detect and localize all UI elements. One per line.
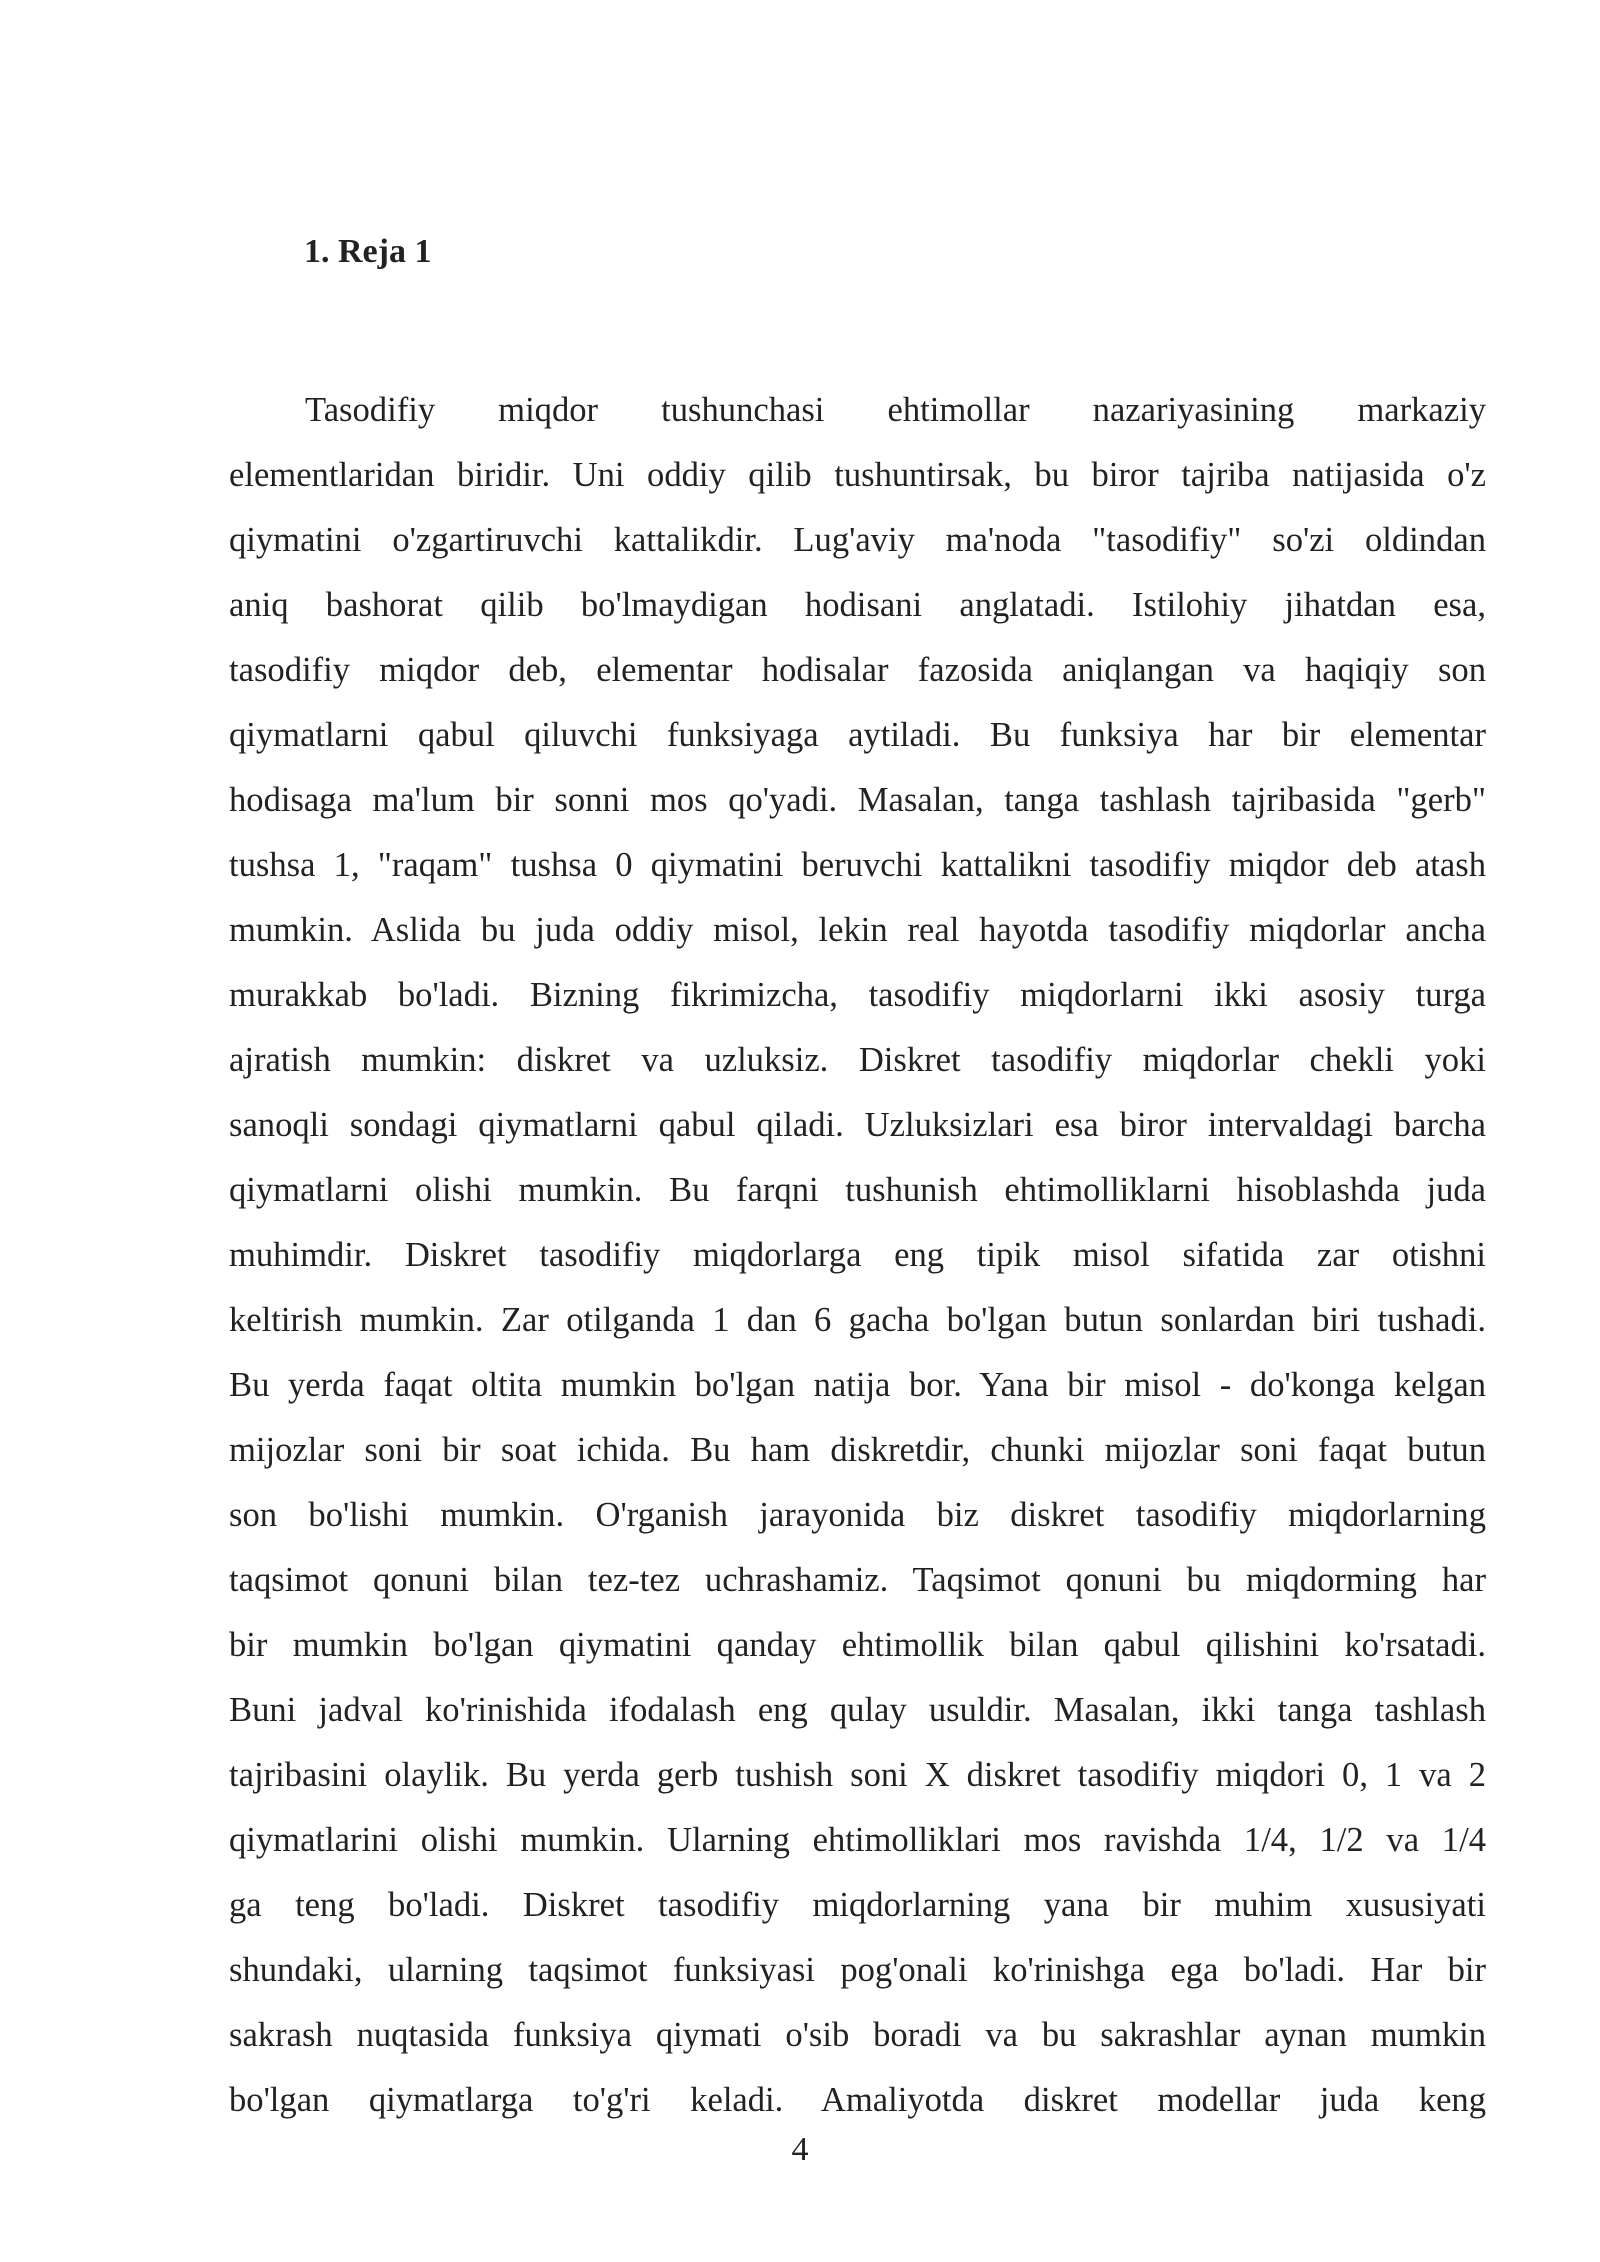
text-line: keltirish mumkin. Zar otilganda 1 dan 6 gacha bo'lgan butun sonlardan biri tushadi. <box>229 1301 1486 1339</box>
text-line: elementlaridan biridir. Uni oddiy qilib tushuntirsak, bu biror tajriba natijasida o'z <box>229 456 1486 494</box>
text-line: Bu yerda faqat oltita mumkin bo'lgan natija bor. Yana bir misol - do'konga kelgan <box>229 1366 1486 1404</box>
text-line: sakrash nuqtasida funksiya qiymati o'sib boradi va bu sakrashlar aynan mumkin <box>229 2016 1486 2054</box>
text-line: tushsa 1, "raqam" tushsa 0 qiymatini beruvchi kattalikni tasodifiy miqdor deb atash <box>229 846 1486 884</box>
text-line: Tasodifiy miqdor tushunchasi ehtimollar nazariyasining markaziy <box>305 391 1486 429</box>
text-line: shundaki, ularning taqsimot funksiyasi pog'onali ko'rinishga ega bo'ladi. Har bir <box>229 1951 1486 1989</box>
page-number: 4 <box>791 2131 809 2168</box>
text-line: aniq bashorat qilib bo'lmaydigan hodisani anglatadi. Istilohiy jihatdan esa, <box>229 586 1486 624</box>
text-line: sanoqli sondagi qiymatlarni qabul qiladi. Uzluksizlari esa biror intervaldagi barcha <box>229 1106 1486 1144</box>
text-line: bir mumkin bo'lgan qiymatini qanday ehtimollik bilan qabul qilishini ko'rsatadi. <box>229 1626 1486 1664</box>
text-line: mijozlar soni bir soat ichida. Bu ham diskretdir, chunki mijozlar soni faqat butun <box>229 1431 1486 1469</box>
text-line: tasodifiy miqdor deb, elementar hodisalar fazosida aniqlangan va haqiqiy son <box>229 651 1486 689</box>
text-line: qiymatlarni olishi mumkin. Bu farqni tushunish ehtimolliklarni hisoblashda juda <box>229 1171 1486 1209</box>
text-line: son bo'lishi mumkin. O'rganish jarayonida biz diskret tasodifiy miqdorlarning <box>229 1496 1486 1534</box>
text-line: bo'lgan qiymatlarga to'g'ri keladi. Amaliyotda diskret modellar juda keng <box>229 2081 1486 2119</box>
text-line: murakkab bo'ladi. Bizning fikrimizcha, tasodifiy miqdorlarni ikki asosiy turga <box>229 976 1486 1014</box>
text-line: qiymatlarini olishi mumkin. Ularning ehtimolliklari mos ravishda 1/4, 1/2 va 1/4 <box>229 1821 1486 1859</box>
text-line: tajribasini olaylik. Bu yerda gerb tushish soni X diskret tasodifiy miqdori 0, 1 va 2 <box>229 1756 1486 1794</box>
text-line: hodisaga ma'lum bir sonni mos qo'yadi. Masalan, tanga tashlash tajribasida "gerb" <box>229 781 1486 819</box>
text-line: muhimdir. Diskret tasodifiy miqdorlarga eng tipik misol sifatida zar otishni <box>229 1236 1486 1274</box>
section-heading: 1. Reja 1 <box>304 233 432 270</box>
text-line: ga teng bo'ladi. Diskret tasodifiy miqdorlarning yana bir muhim xususiyati <box>229 1886 1486 1924</box>
text-line: ajratish mumkin: diskret va uzluksiz. Diskret tasodifiy miqdorlar chekli yoki <box>229 1041 1486 1079</box>
text-line: qiymatini o'zgartiruvchi kattalikdir. Lug'aviy ma'noda "tasodifiy" so'zi oldindan <box>229 521 1486 559</box>
text-line: taqsimot qonuni bilan tez-tez uchrashamiz. Taqsimot qonuni bu miqdorming har <box>229 1561 1486 1599</box>
body-paragraph <box>229 378 1486 2133</box>
text-line: mumkin. Aslida bu juda oddiy misol, lekin real hayotda tasodifiy miqdorlar ancha <box>229 911 1486 949</box>
text-line: Buni jadval ko'rinishida ifodalash eng qulay usuldir. Masalan, ikki tanga tashlash <box>229 1691 1486 1729</box>
text-line: qiymatlarni qabul qiluvchi funksiyaga aytiladi. Bu funksiya har bir elementar <box>229 716 1486 754</box>
